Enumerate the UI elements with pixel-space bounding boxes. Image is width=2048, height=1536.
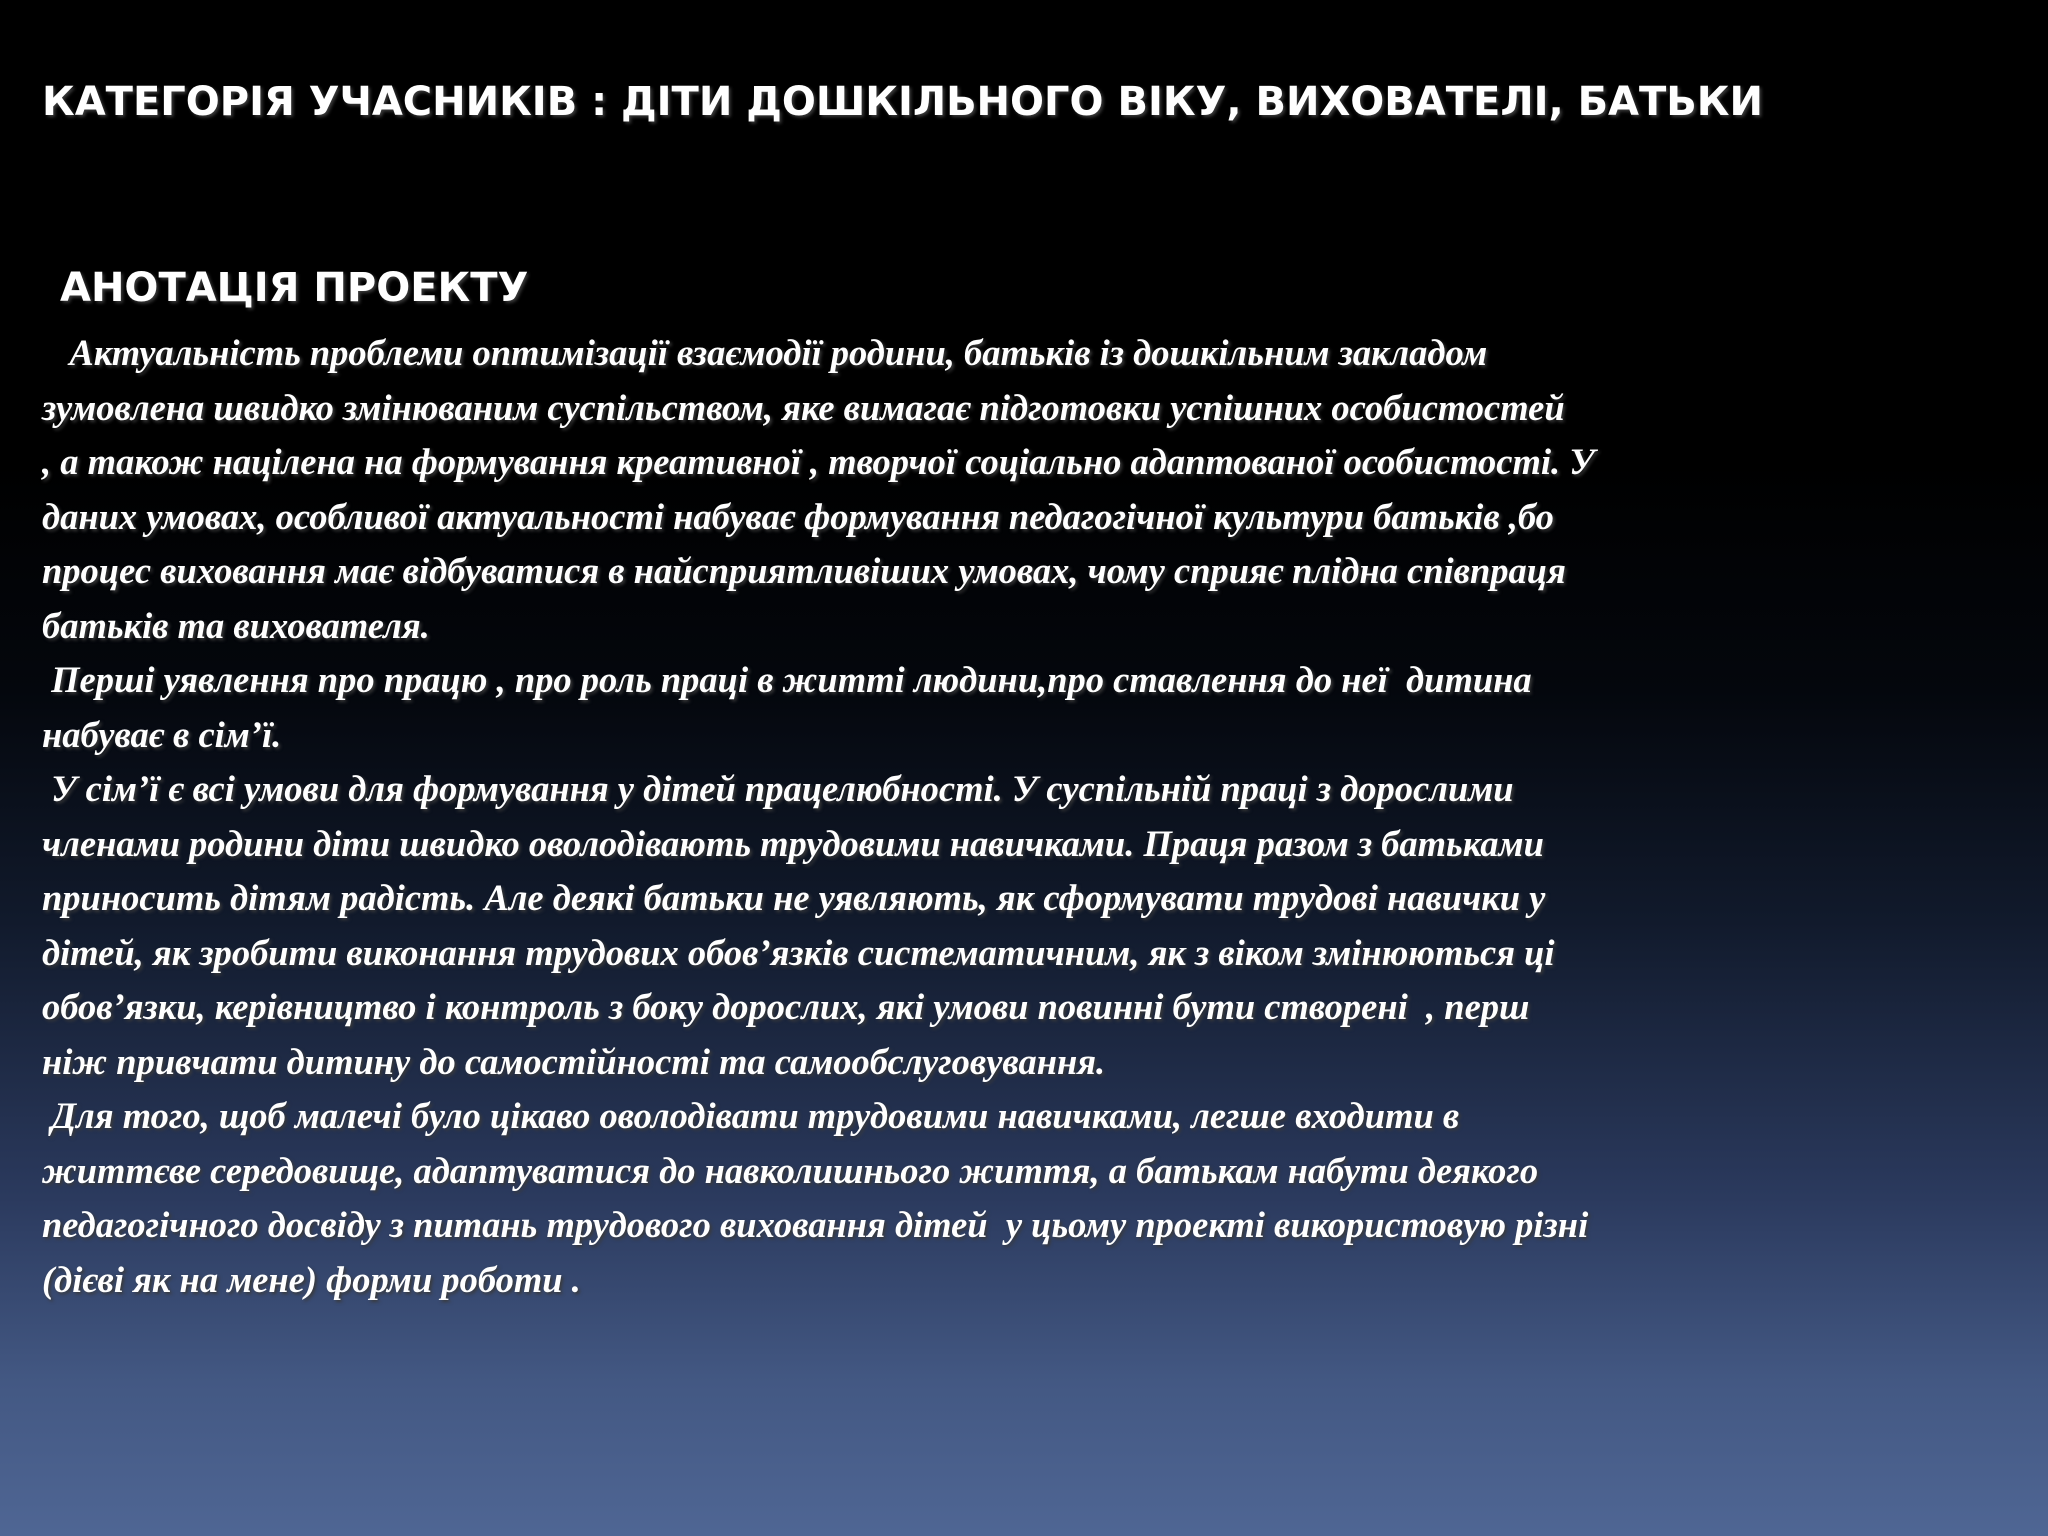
body-line: , а також націлена на формування креативної , творчої соціально адаптованої особистості. У	[42, 441, 1595, 482]
body-line: Перші уявлення про працю , про роль праці в житті людини,про ставлення до неї дитина	[42, 659, 1532, 700]
body-line: обов’язки, керівництво і контроль з боку дорослих, які умови повинні бути створені , перш	[42, 986, 1530, 1027]
body-line: Для того, щоб малечі було цікаво оволодівати трудовими навичками, легше входити в	[42, 1095, 1460, 1136]
annotation-body	[42, 326, 2012, 1307]
body-line: педагогічного досвіду з питань трудового виховання дітей у цьому проекті використовую різні	[42, 1204, 1589, 1245]
body-line: зумовлена швидко змінюваним суспільством, яке вимагає підготовки успішних особистостей	[42, 386, 1565, 428]
body-line: дітей, як зробити виконання трудових обов’язків систематичним, як з віком змінюються ці	[42, 931, 1555, 973]
body-line: У сім’ї є всі умови для формування у дітей працелюбності. У суспільній праці з дорослими	[42, 768, 1514, 809]
annotation-heading: АНОТАЦІЯ ПРОЕКТУ	[60, 265, 529, 311]
body-line: (дієві як на мене) форми роботи .	[42, 1258, 581, 1300]
body-line: процес виховання має відбуватися в найсприятливіших умовах, чому сприяє плідна співпраця	[42, 550, 1566, 591]
body-line: ніж привчати дитину до самостійності та самообслуговування.	[42, 1040, 1106, 1082]
body-line: даних умовах, особливої актуальності набуває формування педагогічної культури батьків ,бо	[42, 495, 1554, 537]
body-line: членами родини діти швидко оволодівають трудовими навичками. Праця разом з батьками	[42, 822, 1544, 864]
category-title: КАТЕГОРІЯ УЧАСНИКІВ : ДІТИ ДОШКІЛЬНОГО ВІКУ, ВИХОВАТЕЛІ, БАТЬКИ	[42, 79, 1763, 125]
body-line: набуває в сім’ї.	[42, 713, 282, 755]
body-line: життєве середовище, адаптуватися до навколишнього життя, а батькам набути деякого	[42, 1149, 1539, 1191]
body-line: приносить дітям радість. Але деякі батьки не уявляють, як сформувати трудові навички у	[42, 877, 1546, 918]
body-line: Актуальність проблеми оптимізації взаємодії родини, батьків із дошкільним закладом	[42, 332, 1488, 373]
body-line: батьків та вихователя.	[42, 604, 430, 646]
